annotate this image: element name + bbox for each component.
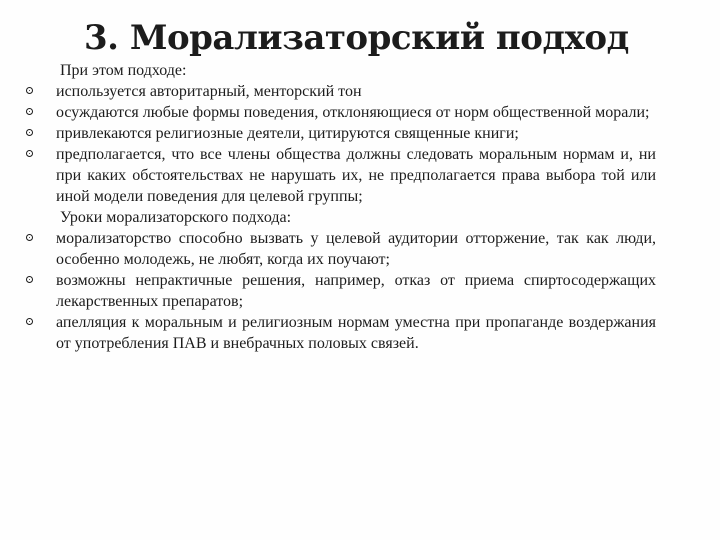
list-item [26, 123, 656, 144]
list-item [26, 270, 656, 312]
circle-dot-bullet-icon [26, 87, 33, 94]
circle-dot-bullet-icon [26, 318, 33, 325]
list-item-text: привлекаются религиозные деятели, цитируются священные книги; [56, 125, 519, 142]
list-item [26, 312, 656, 354]
circle-dot-bullet-icon [26, 108, 33, 115]
slide-content [26, 60, 656, 354]
list-item-text: предполагается, что все члены общества должны следовать моральным нормам и, ни при каких обстоятельствах не нарушать их, не предполагается права выбора той или иной модели поведения для целевой группы; [56, 146, 656, 205]
list-item-text: морализаторство способно вызвать у целевой аудитории отторжение, так как люди, особенно молодежь, не любят, когда их поучают; [56, 230, 656, 268]
circle-dot-bullet-icon [26, 129, 33, 136]
lessons-heading: Уроки морализаторского подхода: [60, 209, 292, 226]
list-item [26, 81, 656, 102]
page-title: 3. Морализаторский подход [84, 18, 629, 58]
circle-dot-bullet-icon [26, 150, 33, 157]
list-item-text: используется авторитарный, менторский тон [56, 83, 362, 100]
list-item [26, 102, 656, 123]
list-item-text: возможны непрактичные решения, например, отказ от приема спиртосодержащих лекарственных препаратов; [56, 272, 656, 310]
bullet-list-approach [26, 81, 656, 207]
list-item [26, 144, 656, 207]
intro-text: При этом подходе: [60, 62, 187, 79]
bullet-list-lessons [26, 228, 656, 354]
list-item-text: осуждаются любые формы поведения, отклоняющиеся от норм общественной морали; [56, 104, 650, 121]
circle-dot-bullet-icon [26, 276, 33, 283]
list-item [26, 228, 656, 270]
list-item-text: апелляция к моральным и религиозным нормам уместна при пропаганде воздержания от употребления ПАВ и внебрачных половых связей. [56, 314, 656, 352]
circle-dot-bullet-icon [26, 234, 33, 241]
